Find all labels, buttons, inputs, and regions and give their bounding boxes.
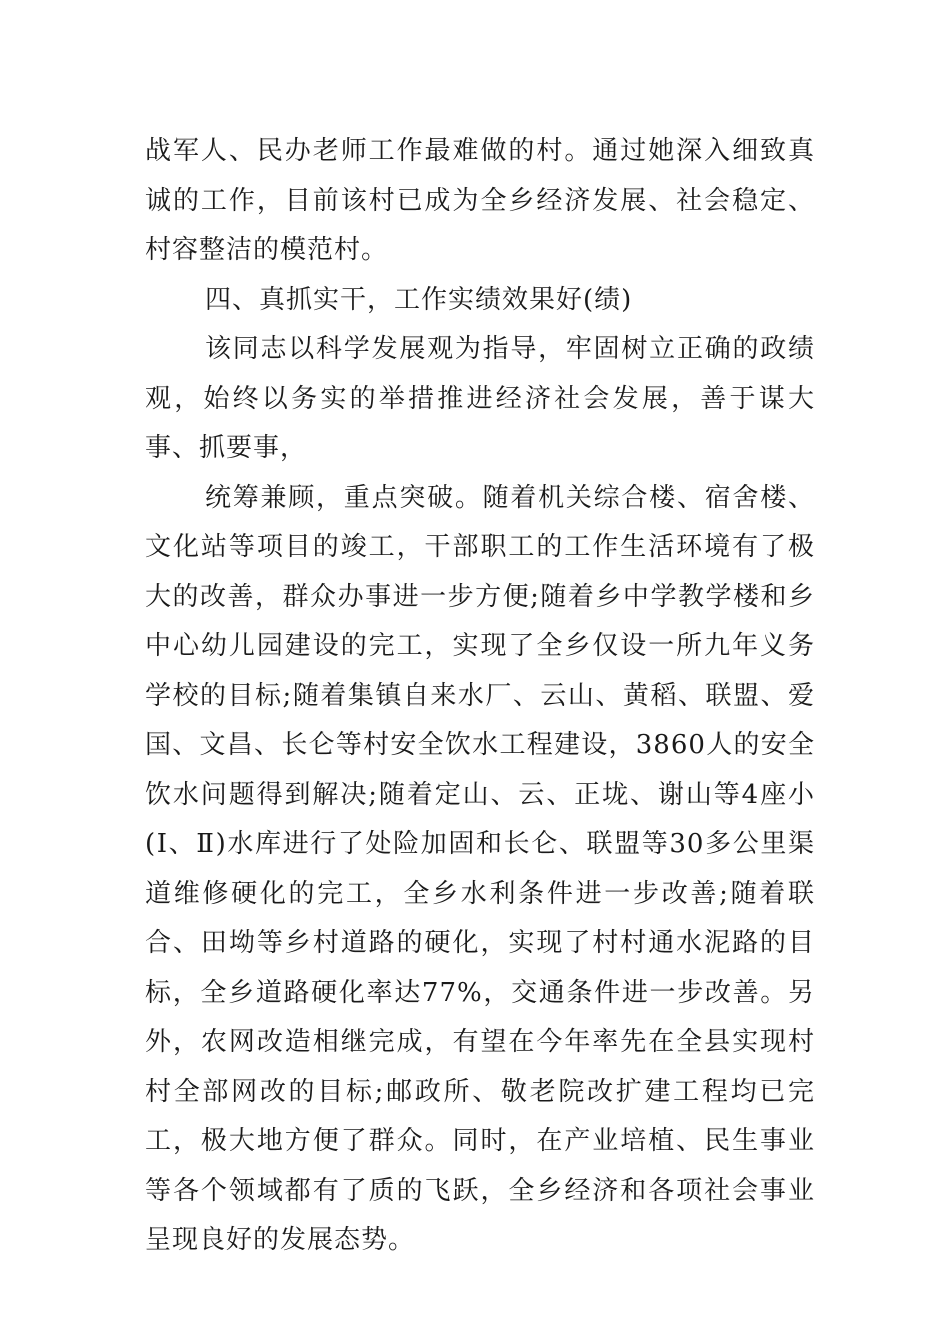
document-body <box>145 127 815 1266</box>
paragraph-achievements: 统筹兼顾，重点突破。随着机关综合楼、宿舍楼、文化站等项目的竣工，干部职工的工作生活环境有了极大的改善，群众办事进一步方便;随着乡中学教学楼和乡中心幼儿园建设的完工，实现了全乡仅设一所九年义务学校的目标;随着集镇自来水厂、云山、黄稻、联盟、爱国、文昌、长仑等村安全饮水工程建设，3860人的安全饮水问题得到解决;随着定山、云、正垅、谢山等4座小(Ⅰ、Ⅱ)水库进行了处险加固和长仑、联盟等30多公里渠道维修硬化的完工，全乡水利条件进一步改善;随着联合、田坳等乡村道路的硬化，实现了村村通水泥路的目标，全乡道路硬化率达77%，交通条件进一步改善。另外，农网改造相继完成，有望在今年率先在全县实现村村全部网改的目标;邮政所、敬老院改扩建工程均已完工，极大地方便了群众。同时，在产业培植、民生事业等各个领域都有了质的飞跃，全乡经济和各项社会事业呈现良好的发展态势。 <box>145 482 815 1255</box>
paragraph-intro: 该同志以科学发展观为指导，牢固树立正确的政绩观，始终以务实的举措推进经济社会发展，善于谋大事、抓要事， <box>145 334 815 463</box>
section-heading: 四、真抓实干，工作实绩效果好(绩) <box>205 284 633 315</box>
paragraph-continuation: 战军人、民办老师工作最难做的村。通过她深入细致真诚的工作，目前该村已成为全乡经济发展、社会稳定、村容整洁的模范村。 <box>145 136 815 265</box>
